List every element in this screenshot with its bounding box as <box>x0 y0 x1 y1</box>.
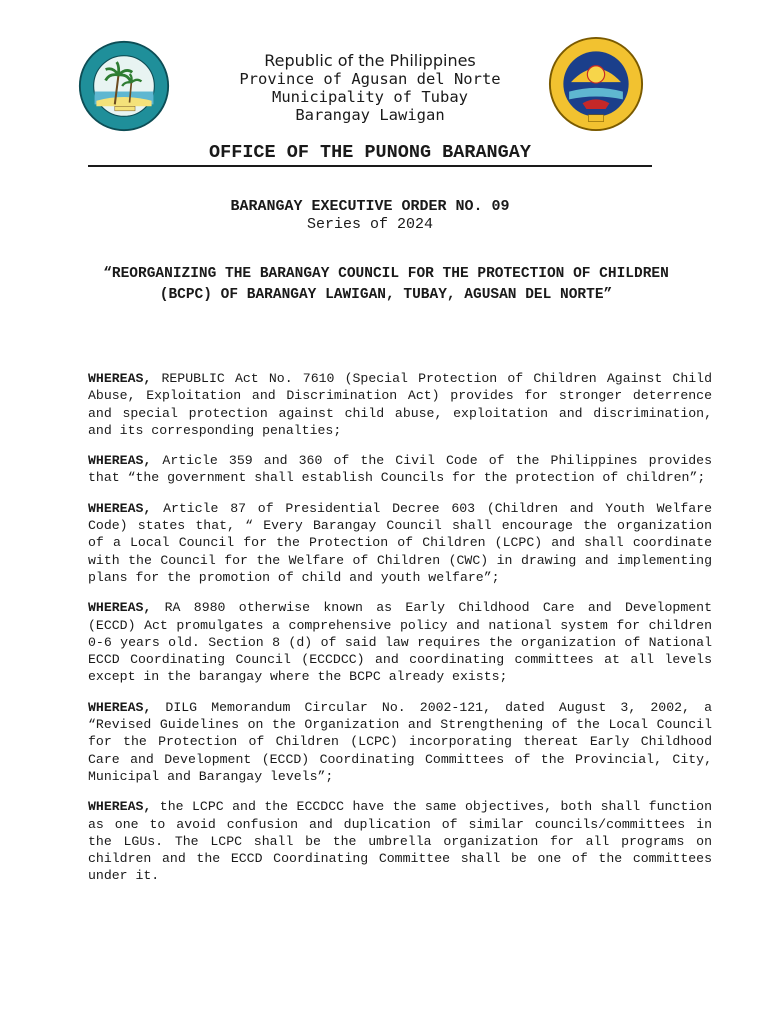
order-subject: “REORGANIZING THE BARANGAY COUNCIL FOR THE PROTECTION OF CHILDREN (BCPC) OF BARANGAY LAWIGAN, TUBAY, AGUSAN DEL NORTE” <box>103 266 669 303</box>
paragraph-text: RA 8980 otherwise known as Early Childhood Care and Development (ECCD) Act promulgates a comprehensive policy and national system for children 0-6 years old. Section 8 (d) of said law requires the organization of National ECCD Coordinating Council (ECCDCC) and coordinating committees at all levels except in the barangay where the BCPC already exists; <box>88 600 712 685</box>
header-divider <box>88 165 652 167</box>
whereas-keyword: WHEREAS, <box>88 453 152 469</box>
order-block <box>88 198 652 234</box>
letterhead-barangay: Barangay Lawigan <box>295 106 445 124</box>
whereas-paragraph <box>88 370 712 439</box>
whereas-paragraph <box>88 599 712 685</box>
letterhead-republic: Republic of the Philippines <box>264 51 476 70</box>
whereas-keyword: WHEREAS, <box>88 371 152 386</box>
whereas-keyword: WHEREAS, <box>88 799 152 815</box>
document-body <box>88 370 712 898</box>
office-title: OFFICE OF THE PUNONG BARANGAY <box>209 142 531 163</box>
whereas-keyword: WHEREAS, <box>88 699 152 715</box>
letterhead <box>190 52 550 124</box>
barangay-council-seal-icon <box>76 40 172 132</box>
whereas-keyword: WHEREAS, <box>88 600 152 616</box>
whereas-paragraph <box>88 500 712 586</box>
paragraph-text: Article 87 of Presidential Decree 603 (Children and Youth Welfare Code) states that, “ Every Barangay Council shall encourage the organization of a Local Council for the Protection of Children (LCPC) and shall coordinate with the Council for the Welfare of Children (CWC) in drawing and implementing plans for the promotion of child and youth welfare”; <box>88 500 712 585</box>
letterhead-province: Province of Agusan del Norte <box>239 70 501 88</box>
paragraph-text: the LCPC and the ECCDCC have the same objectives, both shall function as one to avoid confusion and duplication of similar councils/committees in the LGUs. The LCPC shall be the umbrella organization for all programs on children and the ECCD Coordinating Committee shall be one of the committees under it. <box>88 799 712 884</box>
paragraph-text: REPUBLIC Act No. 7610 (Special Protection of Children Against Child Abuse, Exploitation and Discrimination Act) provides for stronger deterrence and special protection against child abuse, exploitation and discrimination, and its corresponding penalties; <box>88 371 712 438</box>
whereas-paragraph <box>88 452 712 487</box>
paragraph-text: DILG Memorandum Circular No. 2002-121, dated August 3, 2002, a “Revised Guidelines on the Organization and Strengthening of the Local Council for the Protection of Children (LCPC) incorporating thereat Early Childhood Care and Development (ECCD) Coordinating Committees of the Provincial, City, Municipal and Barangay levels”; <box>88 699 712 784</box>
whereas-keyword: WHEREAS, <box>88 500 152 516</box>
municipality-seal-icon <box>544 36 648 132</box>
letterhead-municipality: Municipality of Tubay <box>272 88 468 106</box>
order-number: BARANGAY EXECUTIVE ORDER NO. 09 <box>230 198 510 215</box>
whereas-paragraph <box>88 798 712 884</box>
paragraph-text: Article 359 and 360 of the Civil Code of the Philippines provides that “the government shall establish Councils for the protection of children”; <box>88 453 712 486</box>
whereas-paragraph <box>88 699 712 785</box>
order-series: Series of 2024 <box>306 216 434 233</box>
